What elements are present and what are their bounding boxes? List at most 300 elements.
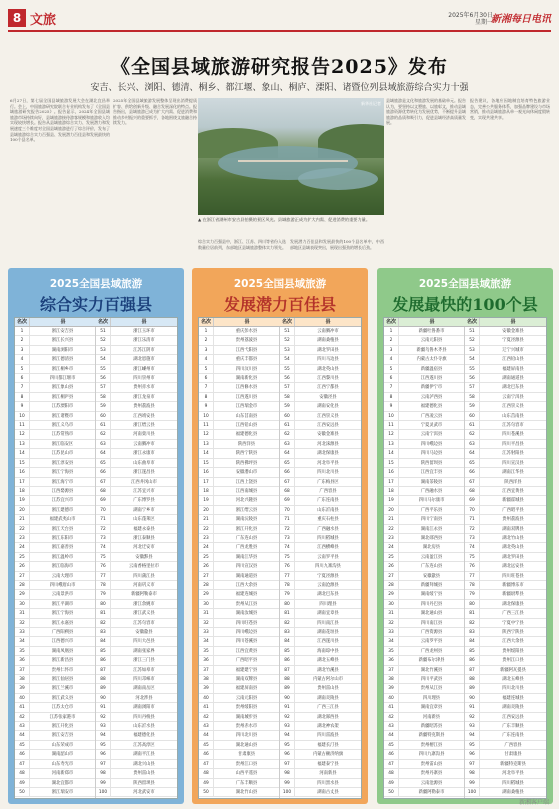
table-row: [96, 666, 177, 675]
county-cell: 河北涞源县: [317, 441, 339, 447]
rank-cell: 36: [15, 656, 30, 664]
paper-name: 新湘每日电讯: [491, 14, 551, 25]
county-cell: 内蒙古太仆寺旗: [416, 357, 447, 363]
county-cell: 浙江瑞安市: [51, 789, 74, 795]
rank-cell: 55: [96, 365, 111, 373]
county-cell: 湖南花垣县: [317, 630, 339, 635]
table-row: [384, 572, 464, 581]
table-row: [15, 656, 95, 665]
rank-cell: 80: [96, 600, 111, 608]
table-row: [465, 355, 546, 364]
rank-header: 名次: [199, 318, 214, 326]
table-row: [15, 750, 95, 759]
table-row: [96, 430, 177, 439]
rank-cell: 6: [15, 374, 30, 382]
rank-cell: 31: [15, 609, 30, 617]
table-row: [384, 769, 464, 778]
table-row: [15, 534, 95, 543]
table-row: [15, 562, 95, 571]
county-cell: 云南宁洱县: [502, 394, 524, 400]
rank-cell: 38: [15, 675, 30, 683]
county-cell: 浙江义乌市: [51, 423, 74, 429]
rank-cell: 99: [280, 779, 295, 787]
table-row: [280, 675, 361, 684]
table-row: [280, 609, 361, 618]
county-cell: 四川苍溪县: [502, 432, 524, 438]
county-cell: 江苏句容市: [133, 620, 155, 626]
county-cell: 贵州榕江县: [420, 742, 443, 748]
rank-cell: 3: [15, 346, 30, 354]
county-cell: 云南腾冲市: [317, 329, 339, 334]
rank-cell: 3: [384, 346, 399, 354]
rank-cell: 67: [465, 478, 480, 486]
table-header: [15, 318, 177, 327]
table-row: [15, 553, 95, 562]
table-row: [15, 600, 95, 609]
county-cell: 浙江宁海县: [51, 470, 74, 476]
county-cell: 浙江余姚市: [133, 601, 155, 607]
section-name: 文旅: [30, 13, 57, 28]
county-cell: 贵州雷山县: [420, 761, 443, 767]
table-row: [465, 713, 546, 722]
county-cell: 安徽泾县: [319, 394, 337, 400]
rank-cell: 75: [280, 553, 295, 561]
table-row: [199, 393, 279, 402]
rank-cell: 62: [465, 430, 480, 438]
table-row: [96, 374, 177, 383]
table-row: [15, 525, 95, 534]
table-row: [96, 572, 177, 581]
rank-cell: 72: [280, 525, 295, 533]
rank-cell: 62: [96, 430, 111, 438]
rank-cell: 86: [465, 656, 480, 664]
table-row: [465, 609, 546, 618]
rank-cell: 34: [15, 637, 30, 645]
county-cell: 云南沧源县: [317, 582, 339, 588]
county-cell: 湖南炎陵县: [317, 695, 339, 701]
table-row: [15, 402, 95, 411]
rank-cell: 65: [96, 459, 111, 467]
county-cell: 广西龙胜县: [235, 545, 258, 551]
table-row: [384, 553, 464, 562]
county-cell: 海南琼中县: [317, 648, 339, 654]
county-cell: 广东连山县: [235, 535, 258, 541]
table-row: [199, 506, 279, 515]
rank-cell: 91: [465, 703, 480, 711]
county-cell: 四川南江县: [317, 620, 339, 626]
rank-header: 名次: [384, 318, 399, 326]
table-row: [280, 694, 361, 703]
rank-cell: 12: [384, 430, 399, 438]
rank-cell: 16: [199, 468, 214, 476]
rank-cell: 78: [280, 581, 295, 589]
table-row: [96, 336, 177, 345]
table-row: [96, 459, 177, 468]
panel-title: 发展最快的100个县: [392, 295, 538, 314]
rank-cell: 37: [15, 666, 30, 674]
table-row: [465, 421, 546, 430]
table-row: [465, 581, 546, 590]
county-cell: 河北阜平县: [502, 771, 524, 777]
table-row: [96, 515, 177, 524]
table-row: [280, 590, 361, 599]
county-cell: 新疆特克斯县: [500, 761, 526, 767]
rank-cell: 27: [199, 572, 214, 580]
county-cell: 安徽黟县: [135, 554, 153, 560]
rank-cell: 53: [96, 346, 111, 354]
article-column-6: 发展潜力百佳县和发展最快的100个县名单中，中西部地区县域表现突出，展现出强劲的增长后劲。: [290, 239, 384, 250]
table-row: [96, 590, 177, 599]
table-row: [384, 412, 464, 421]
rank-cell: 32: [384, 619, 399, 627]
table-row: [15, 478, 95, 487]
table-row: [15, 581, 95, 590]
rank-cell: 89: [96, 684, 111, 692]
table-row: [280, 393, 361, 402]
table-row: [384, 609, 464, 618]
county-cell: 四川黑水县: [317, 780, 339, 786]
county-cell: 贵州从江县: [235, 601, 258, 607]
rank-cell: 80: [465, 600, 480, 608]
table-row: [15, 722, 95, 731]
county-cell: 山东莒南县: [235, 413, 258, 419]
county-cell: 浙江缙云县: [133, 423, 155, 429]
rank-cell: 93: [280, 722, 295, 730]
rank-cell: 11: [384, 421, 399, 429]
rank-cell: 57: [96, 383, 111, 391]
table-row: [96, 628, 177, 637]
rank-cell: 5: [384, 365, 399, 373]
rank-cell: 29: [15, 590, 30, 598]
rank-cell: 90: [465, 694, 480, 702]
rank-cell: 50: [199, 788, 214, 796]
county-cell: 湖南韶山市: [51, 752, 74, 758]
county-cell: 江西安远县: [317, 423, 339, 429]
county-cell: 浙江泰顺县: [133, 535, 155, 541]
rank-cell: 92: [280, 713, 295, 721]
table-row: [280, 760, 361, 769]
table-row: [384, 534, 464, 543]
table-row: [384, 440, 464, 449]
county-header: 县: [141, 319, 147, 325]
rank-cell: 27: [15, 572, 30, 580]
county-cell: 湖南南岳区: [133, 686, 155, 692]
county-cell: 四川理县: [422, 695, 441, 701]
table-row: [384, 562, 464, 571]
rank-cell: 82: [465, 619, 480, 627]
rank-cell: 79: [96, 590, 111, 598]
table-row: [15, 666, 95, 675]
table-row: [199, 694, 279, 703]
table-row: [199, 572, 279, 581]
rank-cell: 20: [384, 506, 399, 514]
rank-cell: 71: [96, 515, 111, 523]
table-row: [199, 525, 279, 534]
county-cell: 江西铅山县: [235, 423, 258, 429]
rank-cell: 20: [199, 506, 214, 514]
rank-cell: 23: [15, 534, 30, 542]
table-row: [280, 788, 361, 797]
county-cell: 河南新县: [319, 771, 337, 777]
rank-cell: 98: [96, 769, 111, 777]
table-row: [465, 779, 546, 788]
rank-cell: 29: [384, 590, 399, 598]
rank-cell: 97: [96, 760, 111, 768]
county-cell: 浙江缙云县: [235, 507, 258, 513]
table-row: [280, 779, 361, 788]
county-cell: 湖北保康县: [502, 601, 524, 607]
county-cell: 湖北保康县: [317, 451, 339, 457]
county-cell: 宁夏泾源县: [502, 338, 524, 344]
table-column-left: [199, 327, 280, 798]
table-row: [199, 750, 279, 759]
table-row: [15, 543, 95, 552]
county-cell: 贵州绥阳县: [235, 705, 258, 711]
county-cell: 四川九寨沟县: [418, 752, 445, 758]
table-row: [199, 515, 279, 524]
issue-date: [448, 12, 493, 26]
table-row: [199, 722, 279, 731]
rank-cell: 44: [384, 731, 399, 739]
county-cell: 云南元阳县: [235, 695, 258, 701]
rank-cell: 36: [384, 656, 399, 664]
rank-cell: 73: [280, 534, 295, 542]
rank-cell: 91: [96, 703, 111, 711]
county-cell: 四川峨眉山市: [49, 582, 76, 588]
rank-cell: 72: [465, 525, 480, 533]
rank-cell: 99: [96, 779, 111, 787]
table-row: [465, 374, 546, 383]
table-row: [384, 365, 464, 374]
rank-cell: 27: [384, 572, 399, 580]
rank-cell: 83: [280, 628, 295, 636]
rank-cell: 45: [15, 741, 30, 749]
table-column-right: [96, 327, 177, 798]
rank-cell: 61: [280, 421, 295, 429]
county-cell: 浙江安吉县: [51, 329, 74, 334]
county-cell: 四川稻城县: [502, 780, 524, 786]
county-cell: 江西上饶县: [235, 479, 258, 485]
rank-cell: 70: [280, 506, 295, 514]
rank-cell: 4: [384, 355, 399, 363]
county-cell: 四川雷波县: [317, 733, 339, 739]
county-cell: 陕西留坝县: [133, 780, 155, 786]
rank-cell: 78: [465, 581, 480, 589]
rank-cell: 33: [384, 628, 399, 636]
county-cell: 湖南新化县: [235, 376, 258, 382]
watermark: 新湘客户端: [518, 799, 549, 806]
table-row: [199, 647, 279, 656]
table-row: [465, 684, 546, 693]
county-cell: 宁夏灵武市: [420, 423, 443, 429]
table-row: [199, 543, 279, 552]
rank-cell: 14: [15, 449, 30, 457]
county-cell: 四川汶川县: [235, 366, 258, 372]
rank-cell: 77: [96, 572, 111, 580]
county-cell: 四川九寨沟县: [315, 564, 341, 570]
county-cell: 内蒙古阿尔山市: [312, 677, 344, 683]
county-cell: 新疆阿瓦提县: [500, 667, 526, 673]
county-cell: 浙江永嘉县: [51, 620, 74, 626]
table-row: [199, 534, 279, 543]
page-number: 8: [8, 9, 26, 27]
table-row: [280, 572, 361, 581]
county-cell: 湖北房县: [422, 545, 441, 551]
table-row: [96, 694, 177, 703]
table-row: [199, 355, 279, 364]
county-cell: 山东荣成市: [51, 742, 74, 748]
county-cell: 贵州荔波县: [133, 404, 155, 410]
headline: 《全国县域旅游研究报告2025》发布: [111, 56, 448, 78]
rank-cell: 90: [96, 694, 111, 702]
weekday-text: 星期一: [474, 19, 493, 26]
table-row: [384, 684, 464, 693]
rank-cell: 18: [15, 487, 30, 495]
rank-cell: 42: [384, 713, 399, 721]
county-cell: 陕西洋县: [237, 441, 256, 447]
rank-cell: 91: [280, 703, 295, 711]
table-row: [384, 760, 464, 769]
table-row: [96, 543, 177, 552]
rank-cell: 54: [96, 355, 111, 363]
rank-cell: 66: [465, 468, 480, 476]
rank-cell: 96: [280, 750, 295, 758]
county-cell: 新疆吐鲁番市: [418, 329, 445, 334]
table-row: [384, 750, 464, 759]
rank-cell: 63: [96, 440, 111, 448]
county-cell: 江西崇义县: [317, 413, 339, 419]
rank-cell: 82: [96, 619, 111, 627]
county-cell: 贵州荔波县: [235, 338, 258, 344]
county-cell: 浙江三门县: [133, 658, 155, 664]
rank-cell: 76: [280, 562, 295, 570]
county-cell: 江西遂川县: [420, 376, 443, 382]
table-row: [15, 609, 95, 618]
table-row: [96, 722, 177, 731]
county-cell: 浙江平湖市: [51, 601, 74, 607]
county-cell: 浙江嘉善县: [51, 545, 74, 551]
photo-caption: ▲ 在浙江省湖州市安吉县拍摄的景区风光。县域旅游正成为扩大内需、促进消费的重要力量。: [198, 217, 371, 222]
header-cell-group: [465, 318, 546, 326]
table-row: [199, 666, 279, 675]
table-row: [465, 694, 546, 703]
rank-cell: 37: [199, 666, 214, 674]
table-row: [384, 637, 464, 646]
table-row: [384, 515, 464, 524]
table-row: [15, 487, 95, 496]
county-cell: 湖北郧西县: [420, 535, 443, 541]
table-row: [465, 430, 546, 439]
table-row: [280, 722, 361, 731]
table-row: [15, 637, 95, 646]
county-cell: 江苏宜兴市: [51, 498, 74, 504]
rank-cell: 66: [96, 468, 111, 476]
county-cell: 新疆博乐市: [502, 582, 524, 588]
rank-cell: 56: [465, 374, 480, 382]
table-row: [96, 534, 177, 543]
table-row: [280, 365, 361, 374]
county-cell: 湖南宁乡市: [133, 507, 155, 513]
rank-cell: 43: [15, 722, 30, 730]
rank-cell: 10: [199, 412, 214, 420]
table-row: [465, 365, 546, 374]
table-row: [384, 336, 464, 345]
table-row: [280, 478, 361, 487]
table-row: [199, 713, 279, 722]
ranking-panel-potential: [192, 268, 368, 804]
table-row: [280, 741, 361, 750]
date-text: 2025年6月30日: [448, 12, 493, 19]
table-column-left: [15, 327, 96, 798]
county-cell: 广西融水县: [317, 526, 339, 532]
table-row: [15, 459, 95, 468]
rank-cell: 2: [199, 336, 214, 344]
rank-cell: 12: [199, 430, 214, 438]
rank-cell: 9: [384, 402, 399, 410]
table-row: [199, 628, 279, 637]
county-cell: 河南新县: [422, 714, 441, 720]
table-row: [199, 496, 279, 505]
table-row: [199, 346, 279, 355]
county-cell: 广西容县: [319, 488, 337, 494]
rank-cell: 72: [96, 525, 111, 533]
table-row: [280, 581, 361, 590]
rank-cell: 82: [280, 619, 295, 627]
rank-cell: 93: [465, 722, 480, 730]
county-cell: 江西德兴市: [51, 639, 74, 645]
rank-cell: 35: [15, 647, 30, 655]
county-cell: 安徽歙县: [135, 630, 153, 635]
rank-cell: 4: [199, 355, 214, 363]
table-row: [15, 327, 95, 336]
county-cell: 湖南双牌县: [502, 526, 524, 532]
county-cell: 新疆布尔津县: [418, 658, 445, 664]
rank-cell: 64: [280, 449, 295, 457]
county-cell: 广西昭平县: [235, 658, 258, 664]
county-cell: 浙江桐乡市: [51, 366, 74, 372]
county-cell: 江西婺源县: [51, 488, 74, 494]
rank-cell: 26: [15, 562, 30, 570]
county-cell: 四川理县: [319, 601, 337, 607]
rank-cell: 70: [96, 506, 111, 514]
table-header: [384, 318, 546, 327]
table-column-right: [465, 327, 546, 798]
county-cell: 山西平遥县: [235, 771, 258, 777]
rank-cell: 96: [96, 750, 111, 758]
county-cell: 四川宣汉县: [502, 460, 524, 466]
county-cell: 湖北宜都市: [51, 780, 74, 786]
table-row: [465, 722, 546, 731]
county-cell: 湖北竹溪县: [317, 667, 339, 673]
county-cell: 云南罗平县: [420, 639, 443, 645]
rank-cell: 65: [465, 459, 480, 467]
county-cell: 新疆霍城县: [502, 498, 524, 504]
table-row: [280, 543, 361, 552]
county-cell: 新疆尉犁县: [502, 592, 524, 598]
rank-cell: 92: [465, 713, 480, 721]
rank-cell: 1: [15, 327, 30, 335]
table-row: [96, 365, 177, 374]
table-row: [199, 703, 279, 712]
rank-cell: 30: [384, 600, 399, 608]
panel-year: 2025全国县域旅游: [418, 278, 512, 290]
rank-cell: 56: [280, 374, 295, 382]
county-cell: 河北涉县: [135, 695, 153, 701]
county-cell: 浙江东阳市: [51, 535, 74, 541]
rank-cell: 48: [199, 769, 214, 777]
rank-cell: 42: [199, 713, 214, 721]
table-row: [96, 769, 177, 778]
